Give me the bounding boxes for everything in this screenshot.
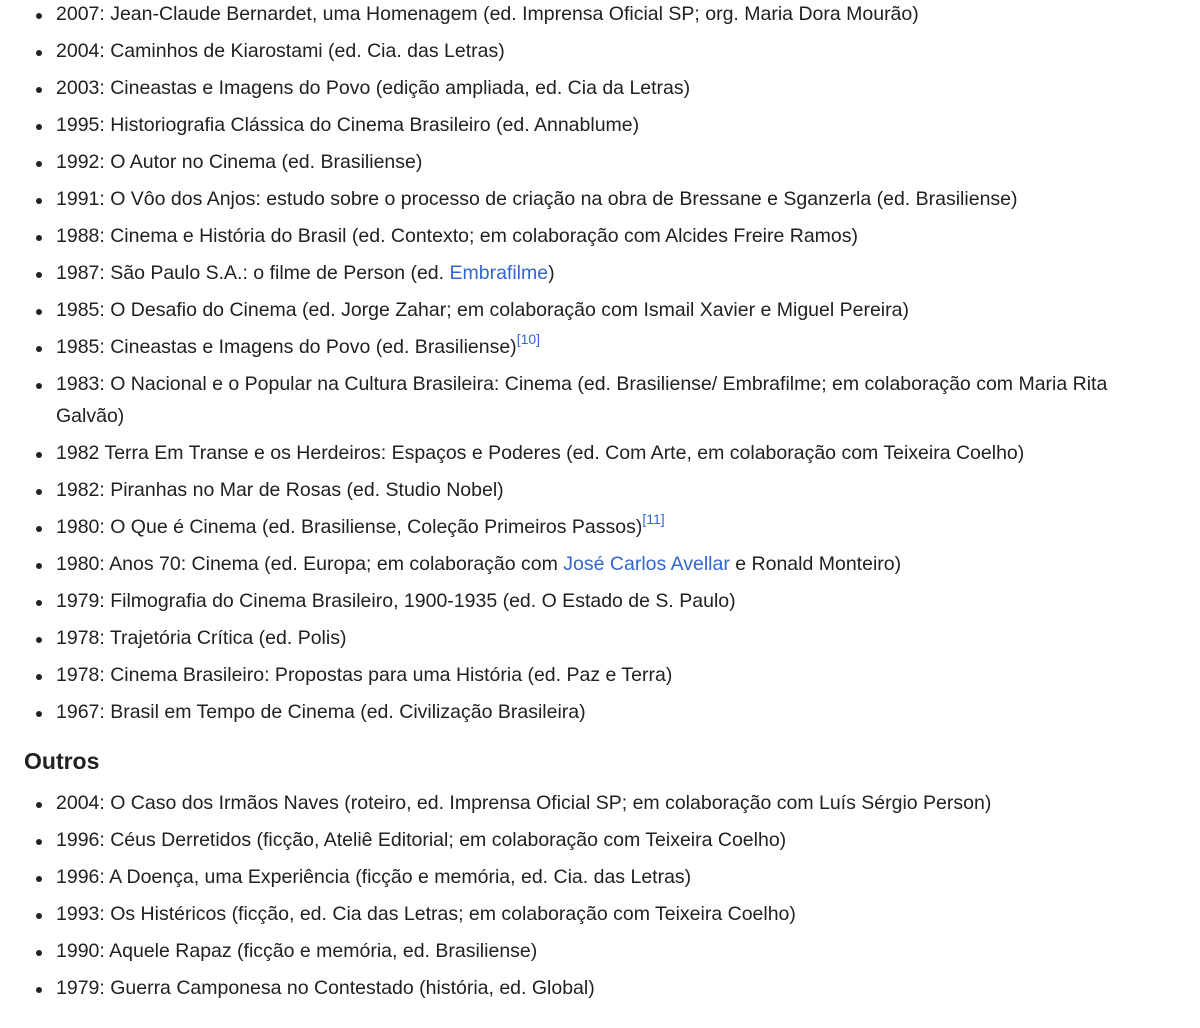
list-item-text: 1982: Piranhas no Mar de Rosas (ed. Studio Nobel)	[56, 478, 504, 501]
list-item-text: )	[548, 262, 555, 284]
list-item-text: 1980: Anos 70: Cinema (ed. Europa; em colaboração com	[56, 552, 564, 575]
list-item	[0, 258, 1200, 290]
list-item-text: 1985: O Desafio do Cinema (ed. Jorge Zahar; em colaboração com Ismail Xavier e Miguel Pereira)	[56, 299, 909, 321]
list-item	[0, 899, 1200, 931]
reference-note	[642, 511, 664, 527]
list-item-text: 1979: Filmografia do Cinema Brasileiro, 1900-1935 (ed. O Estado de S. Paulo)	[56, 589, 736, 612]
list-item-text: 1979: Guerra Camponesa no Contestado (história, ed. Global)	[56, 976, 595, 999]
list-item-text: 1992: O Autor no Cinema (ed. Brasiliense)	[56, 151, 423, 173]
list-item	[0, 369, 1200, 432]
list-item	[0, 438, 1200, 470]
list-item-text: 1990: Aquele Rapaz (ficção e memória, ed. Brasiliense)	[56, 939, 538, 962]
reference-11-link[interactable]: [11]	[642, 510, 665, 527]
list-item	[0, 332, 1200, 364]
list-item-text: 2004: Caminhos de Kiarostami (ed. Cia. das Letras)	[56, 40, 505, 62]
list-item-text: 1991: O Vôo dos Anjos: estudo sobre o processo de criação na obra de Bressane e Sganzerla (ed. Brasiliense)	[56, 188, 1018, 210]
list-item	[0, 512, 1200, 544]
list-item	[0, 0, 1200, 31]
list-item	[0, 660, 1200, 692]
list-item-text: 1996: A Doença, uma Experiência (ficção e memória, ed. Cia. das Letras)	[56, 865, 692, 888]
list-item-text: 1980: O Que é Cinema (ed. Brasiliense, Coleção Primeiros Passos)	[56, 515, 643, 538]
list-item	[0, 788, 1200, 820]
list-item	[0, 475, 1200, 507]
section-heading-outros: Outros	[24, 747, 100, 774]
list-item	[0, 586, 1200, 618]
list-item-text: 1996: Céus Derretidos (ficção, Ateliê Editorial; em colaboração com Teixeira Coelho)	[56, 828, 787, 851]
list-item	[0, 936, 1200, 968]
embrafilme-link[interactable]: Embrafilme	[449, 262, 549, 284]
list-item-text: 1978: Cinema Brasileiro: Propostas para uma História (ed. Paz e Terra)	[56, 663, 673, 686]
list-item-text: 2003: Cineastas e Imagens do Povo (edição ampliada, ed. Cia da Letras)	[56, 77, 691, 99]
list-item-text: 1993: Os Histéricos (ficção, ed. Cia das Letras; em colaboração com Teixeira Coelho)	[56, 902, 796, 925]
list-item	[0, 147, 1200, 179]
list-item	[0, 110, 1200, 142]
list-item-text: 1988: Cinema e História do Brasil (ed. Contexto; em colaboração com Alcides Freire Ramos)	[56, 225, 859, 247]
jose-carlos-avellar-link[interactable]: José Carlos Avellar	[563, 552, 730, 575]
reference-note	[517, 331, 540, 347]
list-item-text: 1983: O Nacional e o Popular na Cultura Brasileira: Cinema (ed. Brasiliense/ Embrafilme; em colaboração com Maria Rita Galvão)	[56, 373, 1108, 427]
list-item-text: 1995: Historiografia Clássica do Cinema Brasileiro (ed. Annablume)	[56, 114, 640, 136]
list-item	[0, 549, 1200, 581]
list-item	[0, 184, 1200, 216]
list-item-text: 1967: Brasil em Tempo de Cinema (ed. Civilização Brasileira)	[56, 700, 586, 723]
list-item-text: 1987: São Paulo S.A.: o filme de Person (ed.	[56, 262, 450, 284]
list-item-text: 1978: Trajetória Crítica (ed. Polis)	[56, 626, 347, 649]
list-item-text: e Ronald Monteiro)	[729, 552, 902, 575]
list-item	[0, 697, 1200, 729]
list-item-text: 1982 Terra Em Transe e os Herdeiros: Espaços e Poderes (ed. Com Arte, em colaboração com Teixeira Coelho)	[56, 441, 1025, 464]
list-item	[0, 221, 1200, 253]
list-item	[0, 73, 1200, 105]
list-item-text: 2004: O Caso dos Irmãos Naves (roteiro, ed. Imprensa Oficial SP; em colaboração com Luís Sérgio Person)	[56, 791, 992, 814]
list-item	[0, 825, 1200, 857]
list-item	[0, 295, 1200, 327]
list-item	[0, 973, 1200, 1005]
list-item	[0, 623, 1200, 655]
list-item	[0, 862, 1200, 894]
reference-10-link[interactable]: [10]	[516, 331, 541, 347]
list-item-text: 2007: Jean-Claude Bernardet, uma Homenagem (ed. Imprensa Oficial SP; org. Maria Dora Mourão)	[56, 3, 919, 25]
others-list	[0, 788, 1200, 1005]
list-item-text: 1985: Cineastas e Imagens do Povo (ed. Brasiliense)	[56, 336, 517, 358]
list-item	[0, 36, 1200, 68]
